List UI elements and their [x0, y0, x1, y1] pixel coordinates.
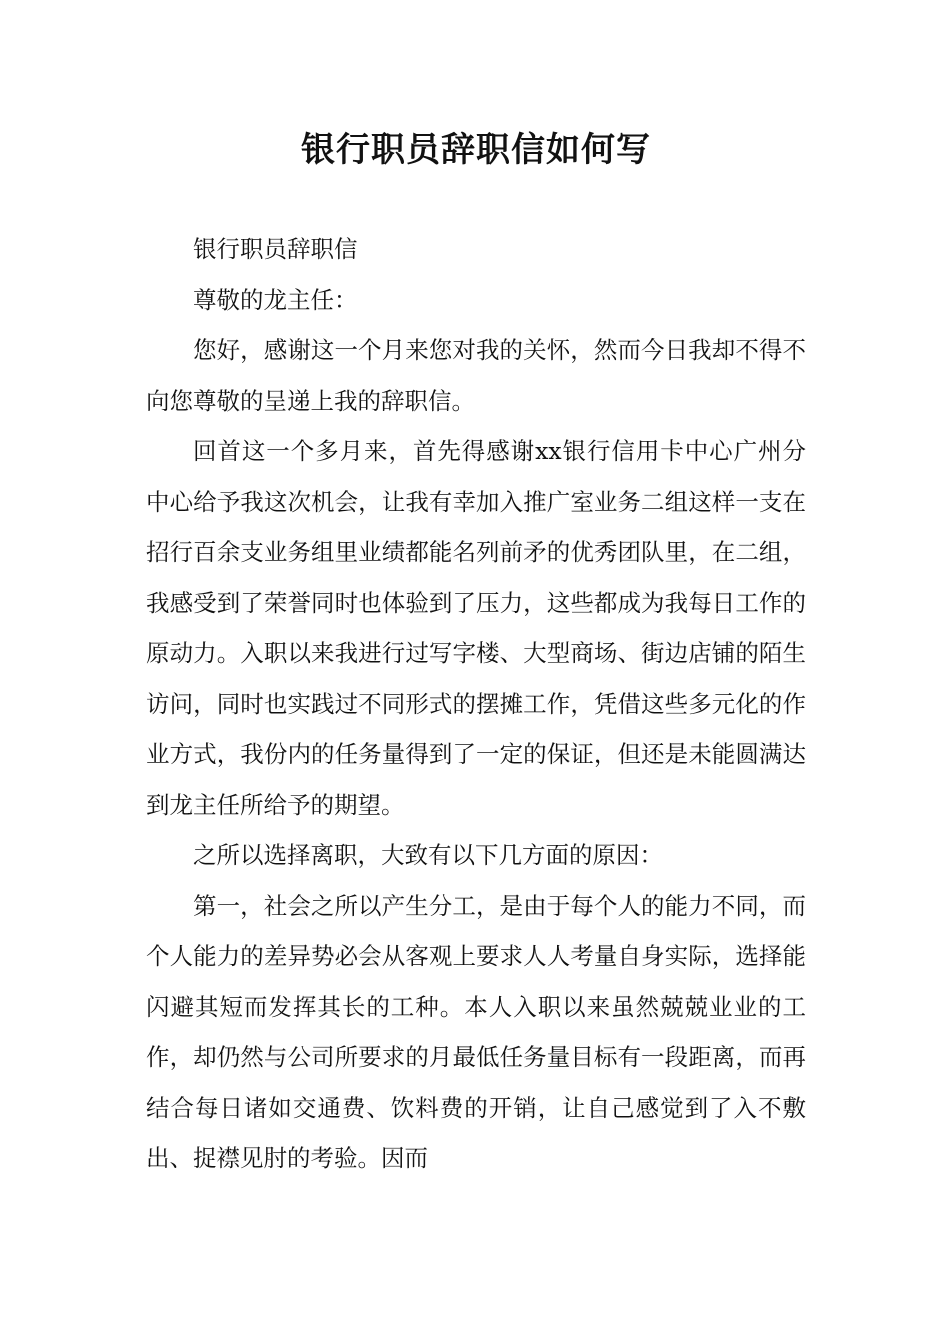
paragraph-salutation: 尊敬的龙主任： — [193, 285, 358, 314]
paragraph-reasons-intro: 之所以选择离职，大致有以下几方面的原因： — [193, 841, 663, 869]
paragraph-reason-one: 第一，社会之所以产生分工，是由于每个人的能力不同，而个人能力的差异势必会从客观上要求人人考量自身实际，选择能闪避其短而发挥其长的工种。本人入职以来虽然兢兢业业的工作，却仍然与公司所要求的月最低任务量目标有一段距离，而再结合每日诸如交通费、饮料费的开销，让自己感觉到了入不敷出、捉襟见肘的考验。因而 — [146, 891, 806, 1172]
document-body — [146, 224, 806, 1184]
paragraph-review: 回首这一个多月来，首先得感谢xx银行信用卡中心广州分中心给予我这次机会，让我有幸加入推广室业务二组这样一支在招行百余支业务组里业绩都能名列前矛的优秀团队里，在二组，我感受到了荣誉同时也体验到了压力，这些都成为我每日工作的原动力。入职以来我进行过写字楼、大型商场、街边店铺的陌生访问，同时也实践过不同形式的摆摊工作，凭借这些多元化的作业方式，我份内的任务量得到了一定的保证，但还是未能圆满达到龙主任所给予的期望。 — [146, 437, 806, 819]
paragraph-heading: 银行职员辞职信 — [193, 235, 358, 263]
paragraph-greeting: 您好，感谢这一个月来您对我的关怀，然而今日我却不得不向您尊敬的呈递上我的辞职信。 — [146, 336, 806, 415]
document-title: 银行职员辞职信如何写 — [301, 130, 651, 170]
